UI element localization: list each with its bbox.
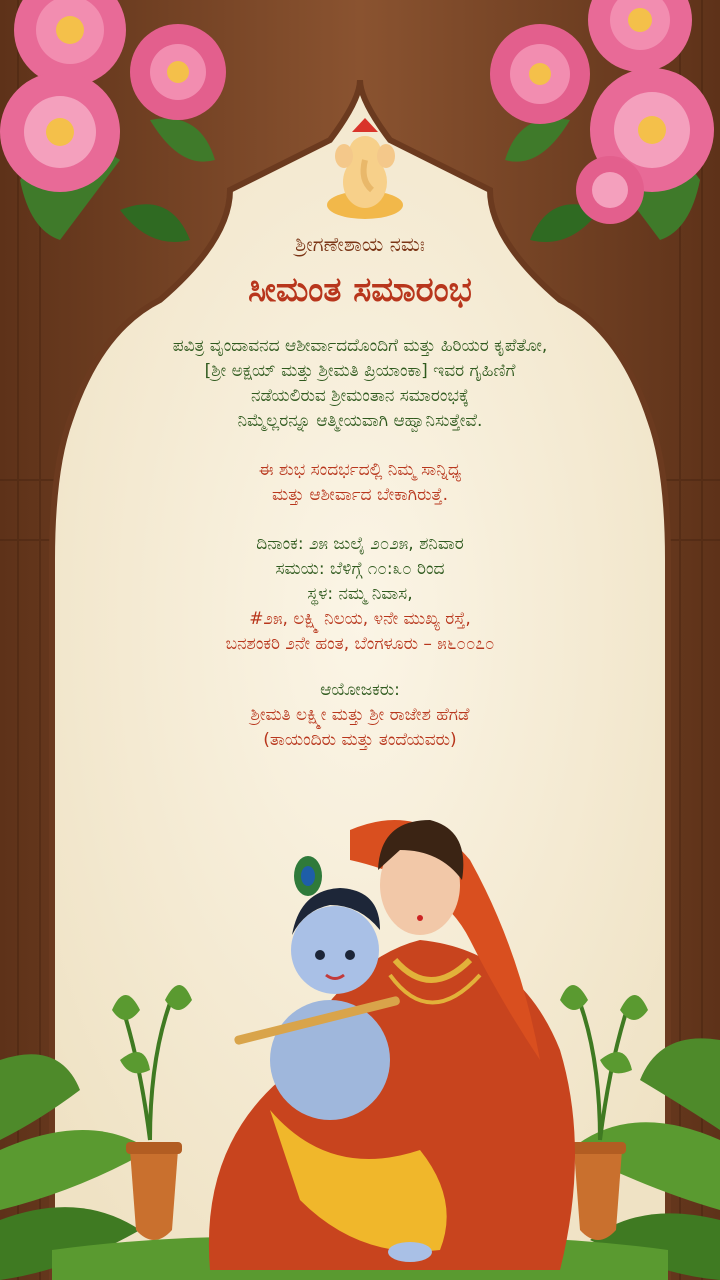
presence-paragraph xyxy=(0,458,720,508)
event-time: ಸಮಯ: ಬೆಳಿಗ್ಗೆ ೧೦:೩೦ ರಿಂದ xyxy=(275,559,445,579)
event-address-line-1: #೨೫, ಲಕ್ಷ್ಮಿ ನಿಲಯ, ೪ನೇ ಮುಖ್ಯ ರಸ್ತೆ, xyxy=(249,609,471,629)
blessing-line: ನಿಮ್ಮೆಲ್ಲರನ್ನೂ ಆತ್ಮೀಯವಾಗಿ ಆಹ್ವಾನಿಸುತ್ತೇವೆ. xyxy=(237,411,483,431)
presence-line: ಮತ್ತು ಆಶೀರ್ವಾದ ಬೇಕಾಗಿರುತ್ತೆ. xyxy=(271,485,449,505)
organizers-relation: (ತಾಯಂದಿರು ಮತ್ತು ತಂದೆಯವರು) xyxy=(263,730,457,750)
event-address-line-2: ಬನಶಂಕರಿ ೨ನೇ ಹಂತ, ಬೆಂಗಳೂರು – ೫೬೦೦೭೦ xyxy=(225,634,495,654)
blessing-line: [ಶ್ರೀ ಅಕ್ಷಯ್ ಮತ್ತು ಶ್ರೀಮತಿ ಪ್ರಿಯಾಂಕಾ] ಇವರ ಗೃಹಿಣಿಗೆ xyxy=(204,361,516,381)
event-date: ದಿನಾಂಕ: ೨೫ ಜುಲೈ ೨೦೨೫, ಶನಿವಾರ xyxy=(256,534,464,554)
blessing-line: ಪವಿತ್ರ ವೃಂದಾವನದ ಆಶೀರ್ವಾದದೊಂದಿಗೆ ಮತ್ತು ಹಿರಿಯರ ಕೃಪೆತೋ, xyxy=(172,336,548,356)
organizers xyxy=(0,678,720,753)
event-details xyxy=(0,532,720,657)
invocation-text: ಶ್ರೀಗಣೇಶಾಯ ನಮಃ xyxy=(295,232,425,256)
event-place: ಸ್ಥಳ: ನಮ್ಮ ನಿವಾಸ, xyxy=(307,584,413,604)
organizers-names: ಶ್ರೀಮತಿ ಲಕ್ಷ್ಮೀ ಮತ್ತು ಶ್ರೀ ರಾಜೇಶ ಹೆಗಡೆ xyxy=(250,705,470,725)
page-title: ಸೀಮಂತ ಸಮಾರಂಭ xyxy=(248,270,472,310)
organizers-heading: ಆಯೋಜಕರು: xyxy=(320,680,400,700)
presence-line: ಈ ಶುಭ ಸಂದರ್ಭದಲ್ಲಿ ನಿಮ್ಮ ಸಾನ್ನಿಧ್ಯ xyxy=(258,460,462,480)
blessing-line: ನಡೆಯಲಿರುವ ಶ್ರೀಮಂತಾನ ಸಮಾರಂಭಕ್ಕೆ xyxy=(251,386,469,406)
blessing-paragraph xyxy=(0,334,720,434)
